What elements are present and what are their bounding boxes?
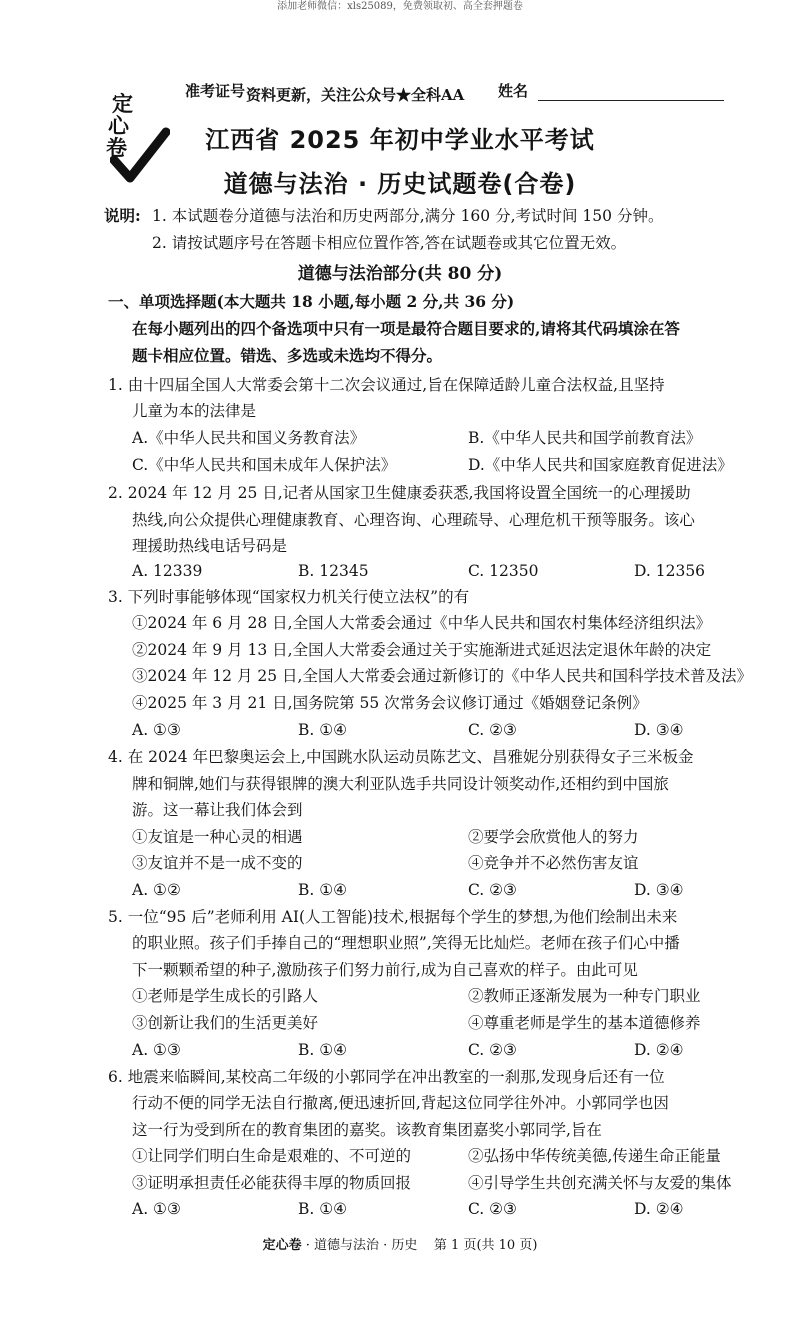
question-statement: ②弘扬中华传统美德,传递生命正能量 bbox=[468, 1147, 721, 1165]
answer-option[interactable]: B. ①④ bbox=[298, 1200, 348, 1218]
answer-option[interactable]: A. ①③ bbox=[132, 1041, 181, 1059]
question-stem: 4. 在 2024 年巴黎奥运会上,中国跳水队运动员陈艺文、昌雅妮分别获得女子三米板金 bbox=[108, 748, 694, 766]
question-stem: 牌和铜牌,她们与获得银牌的澳大利亚队选手共同设计领奖动作,还相约到中国旅 bbox=[132, 775, 669, 793]
answer-option[interactable]: B. ①④ bbox=[298, 1041, 348, 1059]
answer-option[interactable]: C. ②③ bbox=[468, 1200, 517, 1218]
page-footer bbox=[0, 1234, 800, 1253]
watermark-text: 资料更新，关注公众号★全科AA bbox=[246, 86, 465, 104]
question-stem: 1. 由十四届全国人大常委会第十二次会议通过,旨在保障适龄儿童合法权益,且坚持 bbox=[108, 376, 665, 394]
question-stem: 这一行为受到所在的教育集团的嘉奖。该教育集团嘉奖小郭同学,旨在 bbox=[132, 1121, 602, 1139]
answer-option[interactable]: D. ②④ bbox=[634, 1200, 684, 1218]
answer-option[interactable]: A. 12339 bbox=[132, 562, 203, 580]
answer-option[interactable]: D.《中华人民共和国家庭教育促进法》 bbox=[468, 456, 733, 474]
section-title: 道德与法治部分(共 80 分) bbox=[297, 264, 503, 284]
question-statement: ①友谊是一种心灵的相遇 bbox=[132, 828, 303, 846]
answer-option[interactable]: A. ①③ bbox=[132, 721, 181, 739]
question-statement: ③证明承担责任必能获得丰厚的物质回报 bbox=[132, 1174, 412, 1192]
question-stem: 行动不便的同学无法自行撤离,便迅速折回,背起这位同学往外冲。小郭同学也因 bbox=[132, 1094, 669, 1112]
question-stem: 3. 下列时事能够体现“国家权力机关行使立法权”的有 bbox=[108, 588, 470, 606]
instruction-item: 2. 请按试题序号在答题卡相应位置作答,答在试题卷或其它位置无效。 bbox=[152, 234, 627, 252]
instruction-item: 1. 本试题卷分道德与法治和历史两部分,满分 160 分,考试时间 150 分钟。 bbox=[152, 207, 664, 225]
question-stem: 游。这一幕让我们体会到 bbox=[132, 801, 303, 819]
logo-char: 定 bbox=[112, 91, 133, 116]
question-stem: 下一颗颗希望的种子,激励孩子们努力前行,成为自己喜欢的样子。由此可见 bbox=[132, 961, 638, 979]
question-stem: 2. 2024 年 12 月 25 日,记者从国家卫生健康委获悉,我国将设置全国统一的心理援助 bbox=[108, 484, 691, 502]
answer-option[interactable]: B. ①④ bbox=[298, 721, 348, 739]
exam-id-label: 准考证号 bbox=[185, 82, 246, 100]
name-blank-line bbox=[538, 100, 724, 101]
question-statement: ③创新让我们的生活更美好 bbox=[132, 1014, 319, 1032]
footer-brand: 定心卷 bbox=[262, 1238, 302, 1253]
question-statement: ②2024 年 9 月 13 日,全国人大常委会通过关于实施渐进式延迟法定退休年龄的决定 bbox=[132, 641, 712, 659]
question-statement: ④引导学生共创充满关怀与友爱的集体 bbox=[468, 1174, 732, 1192]
question-stem: 理援助热线电话号码是 bbox=[132, 537, 288, 555]
question-statement: ②要学会欣赏他人的努力 bbox=[468, 828, 639, 846]
answer-option[interactable]: B. ①④ bbox=[298, 881, 348, 899]
exam-title: 江西省 2025 年初中学业水平考试 bbox=[205, 126, 595, 154]
exam-subtitle: 道德与法治 · 历史试题卷(合卷) bbox=[223, 170, 577, 198]
answer-option[interactable]: B.《中华人民共和国学前教育法》 bbox=[468, 429, 702, 447]
answer-option[interactable]: D. ③④ bbox=[634, 881, 684, 899]
question-statement: ④尊重老师是学生的基本道德修养 bbox=[468, 1014, 701, 1032]
question-stem: 的职业照。孩子们手捧自己的“理想职业照”,笑得无比灿烂。老师在孩子们心中播 bbox=[132, 934, 680, 952]
answer-option[interactable]: C. ②③ bbox=[468, 721, 517, 739]
answer-option[interactable]: C.《中华人民共和国未成年人保护法》 bbox=[132, 456, 397, 474]
question-statement: ①2024 年 6 月 28 日,全国人大常委会通过《中华人民共和国农村集体经济组织法》 bbox=[132, 614, 712, 632]
question-statement: ③友谊并不是一成不变的 bbox=[132, 854, 303, 872]
question-stem: 6. 地震来临瞬间,某校高二年级的小郭同学在冲出教室的一刹那,发现身后还有一位 bbox=[108, 1068, 665, 1086]
answer-option[interactable]: A. ①② bbox=[132, 881, 181, 899]
question-stem: 热线,向公众提供心理健康教育、心理咨询、心理疏导、心理危机干预等服务。该心 bbox=[132, 511, 695, 529]
answer-option[interactable]: D. 12356 bbox=[634, 562, 706, 580]
answer-option[interactable]: C. ②③ bbox=[468, 881, 517, 899]
question-statement: ③2024 年 12 月 25 日,全国人大常委会通过新修订的《中华人民共和国科学技术普及法》 bbox=[132, 667, 752, 685]
answer-option[interactable]: D. ②④ bbox=[634, 1041, 684, 1059]
part-description: 题卡相应位置。错选、多选或未选均不得分。 bbox=[132, 346, 443, 365]
question-statement: ①让同学们明白生命是艰难的、不可逆的 bbox=[132, 1147, 412, 1165]
answer-option[interactable]: A.《中华人民共和国义务教育法》 bbox=[132, 429, 366, 447]
answer-option[interactable]: D. ③④ bbox=[634, 721, 684, 739]
question-stem: 5. 一位“95 后”老师利用 AI(人工智能)技术,根据每个学生的梦想,为他们绘制出未来 bbox=[108, 908, 678, 926]
part-heading: 一、单项选择题(本大题共 18 小题,每小题 2 分,共 36 分) bbox=[108, 292, 515, 311]
question-statement: ②教师正逐渐发展为一种专门职业 bbox=[468, 987, 701, 1005]
part-description: 在每小题列出的四个备选项中只有一项是最符合题目要求的,请将其代码填涂在答 bbox=[132, 319, 680, 338]
top-note: 添加老师微信：xls25089，免费领取初、高全套押题卷 bbox=[277, 1, 523, 12]
footer-page-info: · 道德与法治 · 历史 第 1 页(共 10 页) bbox=[301, 1238, 538, 1253]
answer-option[interactable]: A. ①③ bbox=[132, 1200, 181, 1218]
question-stem: 儿童为本的法律是 bbox=[132, 402, 257, 420]
name-label: 姓名 bbox=[498, 82, 529, 100]
question-statement: ④竞争并不必然伤害友谊 bbox=[468, 854, 639, 872]
logo-char: 心 bbox=[108, 113, 129, 138]
question-statement: ④2025 年 3 月 21 日,国务院第 55 次常务会议修订通过《婚姻登记条例》 bbox=[132, 694, 648, 712]
question-statement: ①老师是学生成长的引路人 bbox=[132, 987, 319, 1005]
answer-option[interactable]: B. 12345 bbox=[298, 562, 369, 580]
answer-option[interactable]: C. ②③ bbox=[468, 1041, 517, 1059]
logo-char: 卷 bbox=[106, 135, 127, 160]
answer-option[interactable]: C. 12350 bbox=[468, 562, 539, 580]
instructions-label: 说明: bbox=[104, 206, 141, 225]
